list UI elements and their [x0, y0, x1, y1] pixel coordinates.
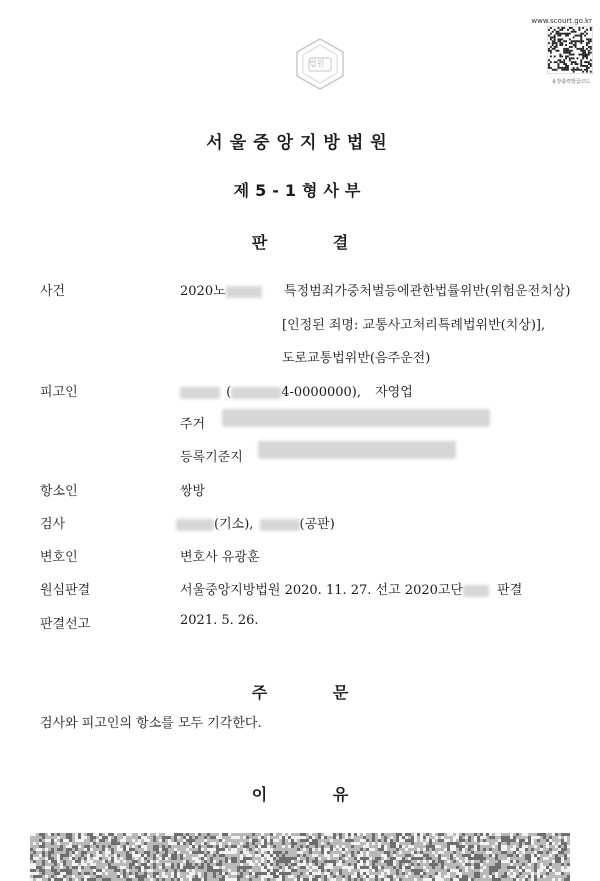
order-text: 검사와 피고인의 항소를 모두 기각한다. [40, 716, 262, 731]
redacted-block [231, 387, 281, 399]
reason-heading: 이 유 [251, 785, 349, 804]
registry-label: 등록기준지 [180, 450, 243, 465]
case-recognized-charge: [인정된 죄명: 교통사고처리특례법위반(치상)], [282, 318, 546, 333]
qr-caption: 용장출력발급코드 [551, 79, 591, 85]
appellant-label: 항소인 [40, 484, 78, 499]
lower-court-label: 원심판결 [40, 583, 91, 598]
prosecutor-value: (기소), (공판) [176, 513, 335, 532]
appellant-value: 쌍방 [180, 484, 206, 499]
redacted-registry [258, 441, 456, 459]
lower-court-value: 서울중앙지방법원 2020. 11. 27. 선고 2020고단 판결 [180, 583, 523, 598]
qr-code-icon[interactable] [547, 26, 593, 74]
court-name: 서울중앙지방법원 [206, 133, 394, 153]
redacted-block [226, 286, 262, 298]
department-name: 제5-1형사부 [233, 181, 367, 200]
order-heading: 주 문 [251, 683, 349, 702]
prosecutor-label: 검사 [40, 517, 66, 532]
redacted-residence [222, 409, 490, 427]
counsel-label: 변호인 [40, 550, 78, 565]
case-label: 사건 [40, 284, 66, 299]
judgment-title: 판 결 [251, 233, 349, 252]
defendant-label: 피고인 [40, 385, 78, 400]
redacted-block [176, 519, 214, 531]
redacted-block [180, 387, 220, 399]
case-recognized-charge-2: 도로교통법위반(음주운전) [282, 351, 431, 366]
case-number: 2020노 [180, 280, 262, 299]
seal-label: 법원 [309, 59, 325, 68]
judgment-date-value: 2021. 5. 26. [180, 613, 259, 628]
redacted-block [260, 519, 300, 531]
redacted-noise-band [30, 833, 570, 881]
redacted-block [463, 585, 489, 597]
case-name: 특정범죄가중처벌등에관한법률위반(위험운전치상) [284, 284, 571, 299]
defendant-value: ( 4-0000000), 자영업 [180, 381, 413, 400]
residence-label: 주거 [180, 417, 206, 432]
judgment-date-label: 판결선고 [40, 617, 91, 632]
counsel-value: 변호사 유광훈 [180, 550, 260, 565]
court-url: www.scourt.go.kr [531, 17, 592, 25]
